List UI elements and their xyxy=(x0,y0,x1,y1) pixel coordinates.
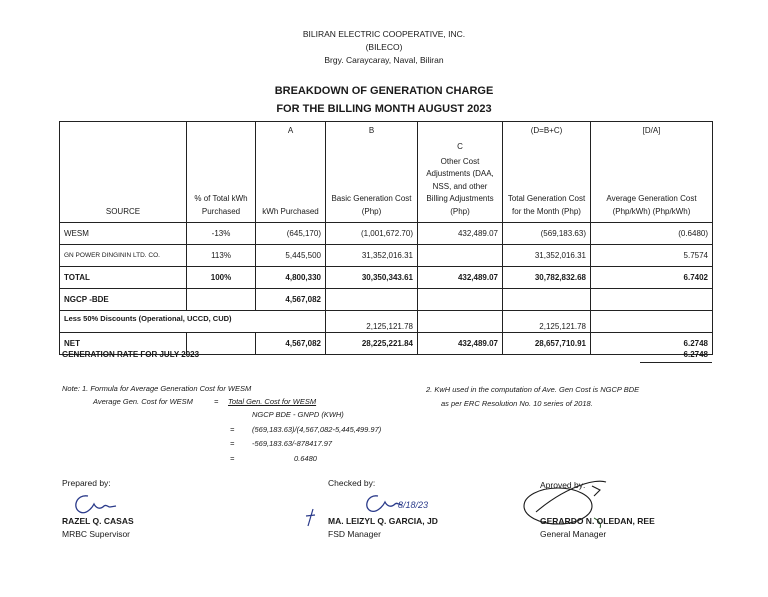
wesm-total: (569,183.63) xyxy=(503,223,591,245)
header-pct: % of Total kWh Purchased xyxy=(187,122,256,223)
net-source: NET xyxy=(60,333,187,355)
gnpd-total: 31,352,016.31 xyxy=(503,245,591,267)
gnpd-basic: 31,352,016.31 xyxy=(326,245,418,267)
table-row-total xyxy=(60,267,713,289)
net-kwh: 4,567,082 xyxy=(256,333,326,355)
gnpd-pct: 113% xyxy=(187,245,256,267)
header-basic-label: Basic Generation Cost (Php) xyxy=(331,194,412,216)
note-1-line-6: 0.6480 xyxy=(294,454,317,463)
table-row-ngcp xyxy=(60,289,713,311)
initial-mark-icon xyxy=(304,508,318,528)
total-other: 432,489.07 xyxy=(418,267,503,289)
header-total-letter: (D=B+C) xyxy=(530,126,563,135)
checked-by-title: FSD Manager xyxy=(328,529,381,539)
note-2-line-2: as per ERC Resolution No. 10 series of 2018. xyxy=(441,399,593,408)
gnpd-kwh: 5,445,500 xyxy=(256,245,326,267)
total-basic: 30,350,343.61 xyxy=(326,267,418,289)
header-avg xyxy=(591,122,713,223)
note-1-line-4: (569,183.63)/(4,567,082-5,445,499.97) xyxy=(252,425,382,434)
company-name: BILIRAN ELECTRIC COOPERATIVE, INC. xyxy=(302,29,466,39)
checked-date: 8/18/23 xyxy=(398,500,429,510)
total-avg: 6.7402 xyxy=(591,267,713,289)
wesm-basic: (1,001,672.70) xyxy=(326,223,418,245)
total-kwh: 4,800,330 xyxy=(256,267,326,289)
header-avg-letter: [D/A] xyxy=(642,126,661,135)
header-kwh-label: kWh Purchased xyxy=(262,206,319,216)
note-1-line-2-right: Total Gen. Cost for WESM xyxy=(228,397,317,406)
gnpd-other xyxy=(418,245,503,267)
title-line-2: FOR THE BILLING MONTH AUGUST 2023 xyxy=(276,103,492,115)
prepared-by-title: MRBC Supervisor xyxy=(62,529,131,539)
checked-by-label: Checked by: xyxy=(328,478,376,488)
wesm-pct: -13% xyxy=(187,223,256,245)
generation-rate-value: 6.2748 xyxy=(683,350,708,359)
ngcp-source: NGCP -BDE xyxy=(60,289,187,311)
header-basic xyxy=(326,122,418,223)
header-other xyxy=(418,122,503,223)
generation-charge-table xyxy=(59,121,713,355)
document-title xyxy=(0,82,768,118)
table-row-less xyxy=(60,311,713,333)
wesm-other: 432,489.07 xyxy=(418,223,503,245)
note-2-line-1: 2. KwH used in the computation of Ave. Gen Cost is NGCP BDE xyxy=(426,385,640,394)
header-avg-label: Average Generation Cost (Php/kWh) (Php/kWh) xyxy=(606,194,697,216)
header-kwh-letter: A xyxy=(287,126,294,135)
generation-rate-label: GENERATION RATE FOR JULY 2023 xyxy=(62,350,200,359)
total-source: TOTAL xyxy=(60,267,187,289)
prepared-by-label: Prepared by: xyxy=(62,478,111,488)
header-other-label: Other Cost Adjustments (DAA, NSS, and other Billing Adjustments (Php) xyxy=(426,156,494,216)
title-line-1: BREAKDOWN OF GENERATION CHARGE xyxy=(274,85,494,97)
document-header xyxy=(0,28,768,67)
note-1-line-4-eq: = xyxy=(230,425,235,434)
net-total: 28,657,710.91 xyxy=(503,333,591,355)
note-1-line-1: Note: 1. Formula for Average Generation Cost for WESM xyxy=(62,384,252,393)
table-header-row xyxy=(60,122,713,223)
net-other: 432,489.07 xyxy=(418,333,503,355)
less-total: 2,125,121.78 xyxy=(503,311,591,333)
note-1-line-3: NGCP BDE - GNPD (KWH) xyxy=(252,410,344,419)
checked-by-name: MA. LEIZYL Q. GARCIA, JD xyxy=(328,516,438,526)
note-1-line-5: -569,183.63/-878417.97 xyxy=(252,439,333,448)
wesm-kwh: (645,170) xyxy=(256,223,326,245)
company-acronym: (BILECO) xyxy=(365,42,403,52)
header-total xyxy=(503,122,591,223)
table-row-wesm xyxy=(60,223,713,245)
approved-by-title: General Manager xyxy=(540,529,607,539)
header-source: SOURCE xyxy=(60,122,187,223)
net-basic: 28,225,221.84 xyxy=(326,333,418,355)
net-avg: 6.2748 xyxy=(591,333,713,355)
gnpd-avg: 5.7574 xyxy=(591,245,713,267)
table-row-gnpd xyxy=(60,245,713,267)
header-basic-letter: B xyxy=(368,126,375,135)
approved-by-label: Aproved by: xyxy=(540,480,586,490)
ngcp-kwh: 4,567,082 xyxy=(256,289,326,311)
note-1-line-6-eq: = xyxy=(230,454,235,463)
header-kwh xyxy=(256,122,326,223)
less-source: Less 50% Discounts (Operational, UCCD, CUD) xyxy=(60,311,326,333)
wesm-source: WESM xyxy=(60,223,187,245)
gnpd-source: GN POWER DINGININ LTD. CO. xyxy=(60,245,187,267)
less-basic: 2,125,121.78 xyxy=(326,311,418,333)
header-total-label: Total Generation Cost for the Month (Php) xyxy=(507,194,586,216)
prepared-by-name: RAZEL Q. CASAS xyxy=(62,516,134,526)
generation-rate-underline xyxy=(640,362,712,363)
note-1-line-2-left: Average Gen. Cost for WESM xyxy=(93,397,193,406)
generation-rate xyxy=(62,350,712,359)
prepared-signature-icon xyxy=(70,490,130,518)
wesm-avg: (0.6480) xyxy=(591,223,713,245)
note-1-line-5-eq: = xyxy=(230,439,235,448)
total-pct: 100% xyxy=(187,267,256,289)
header-other-letter: C xyxy=(457,142,463,151)
total-total: 30,782,832.68 xyxy=(503,267,591,289)
note-1-line-2-eq: = xyxy=(214,397,219,406)
approved-by-name: GERARDO N. OLEDAN, REE xyxy=(540,516,655,526)
company-address: Brgy. Caraycaray, Naval, Biliran xyxy=(324,55,444,65)
